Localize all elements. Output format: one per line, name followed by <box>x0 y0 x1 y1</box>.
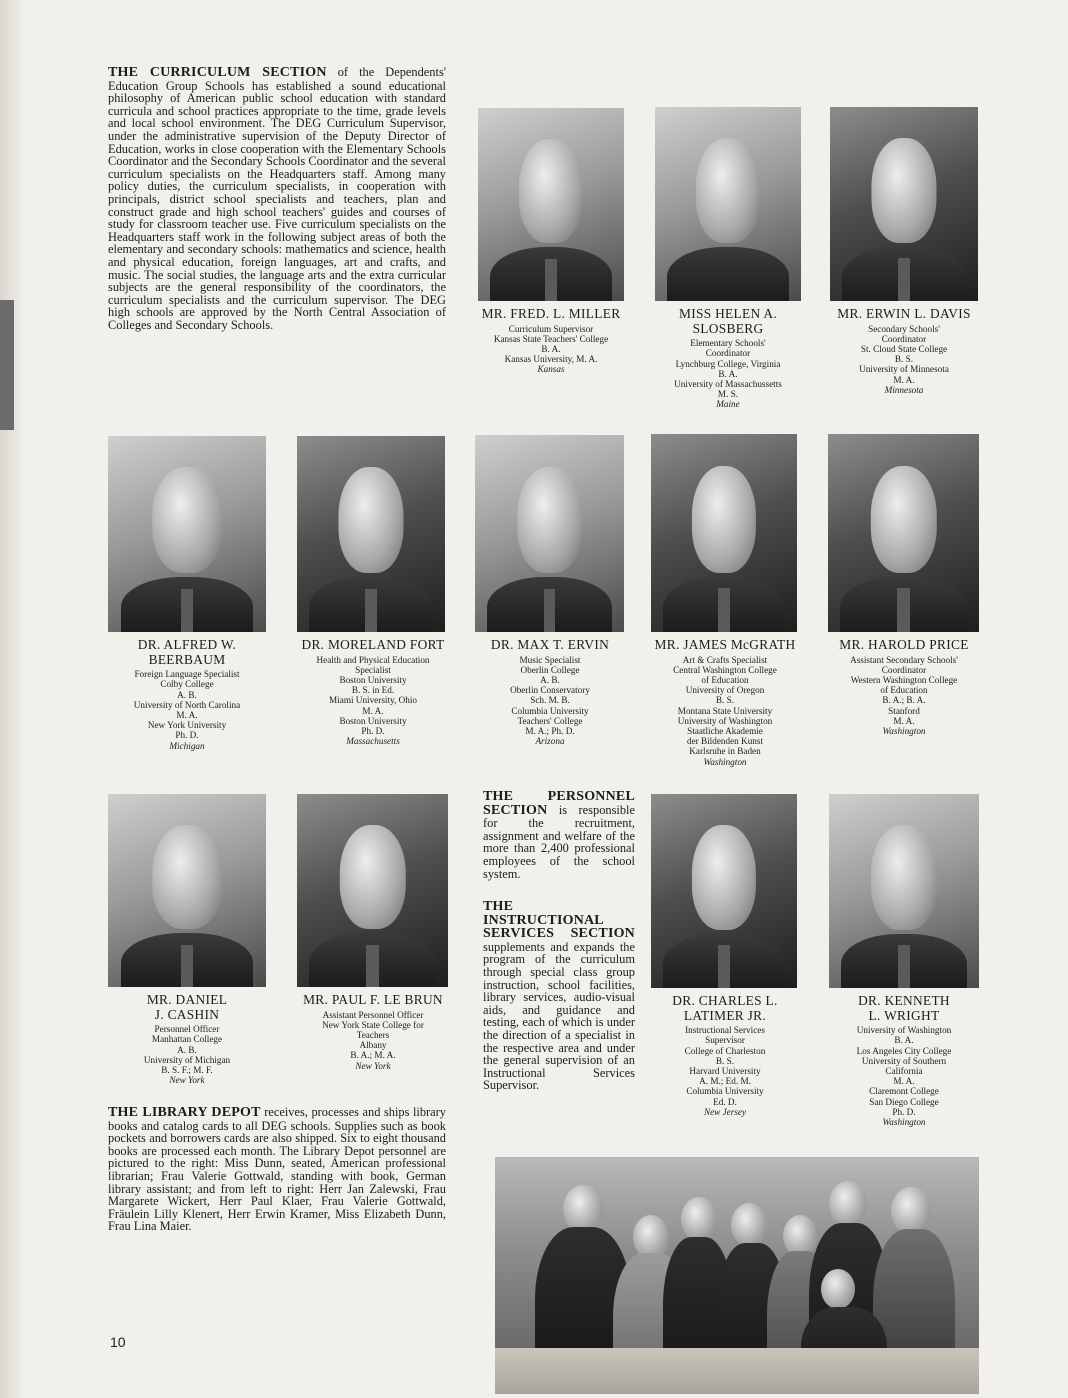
name: DR. MAX T. ERVIN <box>490 637 610 652</box>
name: DR. MORELAND FORT <box>301 637 445 652</box>
caption-price: MR. HAROLD PRICE Assistant Secondary Schools' Coordinator Western Washington College of Education B. A.; B. A. Stanford M. A. Washington <box>816 638 992 736</box>
home-state: Arizona <box>535 736 565 747</box>
caption-ervin: DR. MAX T. ERVIN Music Specialist Oberlin College A. B. Oberlin Conservatory Sch. M. B. Columbia University Teachers' College M. A.; Ph. D. Arizona <box>466 638 634 746</box>
caption-mcgrath: MR. JAMES McGRATH Art & Crafts Specialist Central Washington College of Education University of Oregon B. S. Montana State University University of Washington Staatliche Akademie der Bildenden Kunst Karlsruhe in Baden Washington <box>642 638 808 767</box>
curriculum-paragraph <box>108 66 446 331</box>
home-state: Massachusetts <box>346 736 400 747</box>
name: DR. ALFRED W. BEERBAUM <box>137 637 237 667</box>
caption-cashin: MR. DANIEL J. CASHIN Personnel Officer Manhattan College A. B. University of Michigan B. S. F.; M. F. New York <box>104 993 270 1085</box>
home-state: New York <box>355 1060 391 1071</box>
personnel-lead: THE PERSONNEL SECTION <box>483 789 635 818</box>
caption-fort: DR. MORELAND FORT Health and Physical Education Specialist Boston University B. S. in Ed. Miami University, Ohio M. A. Boston University Ph. D. Massachusetts <box>288 638 458 746</box>
home-state: Kansas <box>537 364 565 375</box>
curriculum-lead: THE CURRICULUM SECTION <box>108 65 327 80</box>
portrait-latimer <box>651 794 797 988</box>
caption-wright: DR. KENNETH L. WRIGHT University of Washington B. A. Los Angeles City College University of Southern California M. A. Claremont College San Diego College Ph. D. Washington <box>818 994 990 1127</box>
name: MR. JAMES McGRATH <box>654 637 796 652</box>
page-binding-edge <box>0 0 22 1398</box>
home-state: Washington <box>882 1117 926 1128</box>
curriculum-text: of the Dependents' Education Group Schools has established a sound educational philosophy of American public school education with standard curricula and school practices appropriate to the time, grade levels and local school environment. The DEG Curriculum Supervisor, under the administrative supervision of the Deputy Director of Education, works in close cooperation with the Elementary Schools Coordinator and the Secondary Schools Coordinator and the several curriculum specialists on the Headquarters staff. Among many policy duties, the curriculum specialists, in cooperation with principals, district school specialists and teachers, plan and construct grade and high school teachers' guides and courses of study for classroom teacher use. Five curriculum specialists on the Headquarters staff work in the following subject areas of both the elementary and secondary schools: mathematics and science, health and physical education, foreign languages, art and crafts, and music. The social studies, the language arts and the extra curricular subjects are the general responsibility of the coordinators, the curriculum specialists and the curriculum supervisor. The DEG high schools are approved by the North Central Association of Colleges and Secondary Schools. <box>108 65 446 332</box>
page-number: 10 <box>110 1334 126 1350</box>
portrait-beerbaum <box>108 436 266 632</box>
portrait-mcgrath <box>651 434 797 632</box>
portrait-davis <box>830 107 978 301</box>
name: MR. HAROLD PRICE <box>839 637 969 652</box>
caption-miller: MR. FRED. L. MILLER Curriculum Supervisor Kansas State Teachers' College B. A. Kansas University, M. A. Kansas <box>468 307 634 375</box>
name: MR. DANIEL J. CASHIN <box>146 992 228 1022</box>
name: MR. PAUL F. LE BRUN <box>303 992 443 1007</box>
instructional-lead: THE INSTRUCTIONAL SERVICES SECTION <box>483 899 635 942</box>
home-state: New Jersey <box>703 1106 747 1117</box>
home-state: New York <box>169 1075 205 1086</box>
home-state: Washington <box>703 756 747 767</box>
home-state: Washington <box>882 726 926 737</box>
name: DR. CHARLES L. LATIMER JR. <box>672 993 778 1023</box>
name: MR. ERWIN L. DAVIS <box>837 306 971 321</box>
name: MR. FRED. L. MILLER <box>481 306 621 321</box>
portrait-lebrun <box>297 794 448 987</box>
name: DR. KENNETH L. WRIGHT <box>858 993 950 1023</box>
caption-latimer: DR. CHARLES L. LATIMER JR. Instructional Services Supervisor College of Charleston B. S. Harvard University A. M.; Ed. M. Columbia University Ed. D. New Jersey <box>642 994 808 1117</box>
caption-slosberg: MISS HELEN A. SLOSBERG Elementary Schools' Coordinator Lynchburg College, Virginia B. A. University of Massachussetts M. S. Maine <box>646 307 810 410</box>
caption-beerbaum: DR. ALFRED W. BEERBAUM Foreign Language Specialist Colby College A. B. University of North Carolina M. A. New York University Ph. D. Michigan <box>103 638 271 751</box>
library-lead: THE LIBRARY DEPOT <box>108 1105 261 1120</box>
portrait-miller <box>478 108 624 301</box>
instructional-paragraph: THE INSTRUCTIONAL SERVICES SECTION supplements and expands the program of the curriculum through special class group instruction, school facilities, library services, audio-visual aids, and guidance and testing, each of which is under the direction of a specialist in the respective area and under the general supervision of an Instructional Services Supervisor. <box>483 899 635 1093</box>
personnel-paragraph: THE PERSONNEL SECTION is responsible for the recruitment, assignment and welfare of the more than 2,400 professional employees of the school system. <box>483 789 635 881</box>
portrait-price <box>828 434 979 632</box>
home-state: Minnesota <box>884 384 924 395</box>
library-paragraph: THE LIBRARY DEPOT receives, processes and ships library books and catalog cards to all DEG schools. Supplies such as book pockets and borrowers cards are also shipped. Six to eight thousand books are processed each month. The Library Depot personnel are pictured to the right: Miss Dunn, seated, American professional librarian; Frau Valerie Gottwald, standing with book, German library assistant; and from left to right: Herr Jan Zalewski, Frau Margarete Wickert, Herr Paul Klaer, Frau Valerie Gottwald, Fräulein Lilly Klenert, Herr Erwin Kramer, Miss Elizabeth Dunn, Frau Lina Maier. <box>108 1105 447 1234</box>
portrait-cashin <box>108 794 266 987</box>
library-staff-group-photo <box>495 1157 979 1394</box>
portrait-ervin <box>475 435 624 632</box>
caption-davis: MR. ERWIN L. DAVIS Secondary Schools' Coordinator St. Cloud State College B. S. University of Minnesota M. A. Minnesota <box>818 307 990 395</box>
home-state: Maine <box>716 399 740 410</box>
binding-mark <box>0 300 14 430</box>
name: MISS HELEN A. SLOSBERG <box>678 306 777 336</box>
portrait-fort <box>297 436 445 632</box>
caption-lebrun: MR. PAUL F. LE BRUN Assistant Personnel Officer New York State College for Teachers Albany B. A.; M. A. New York <box>288 993 458 1071</box>
portrait-slosberg <box>655 107 801 301</box>
home-state: Michigan <box>169 740 205 751</box>
portrait-wright <box>829 794 979 988</box>
